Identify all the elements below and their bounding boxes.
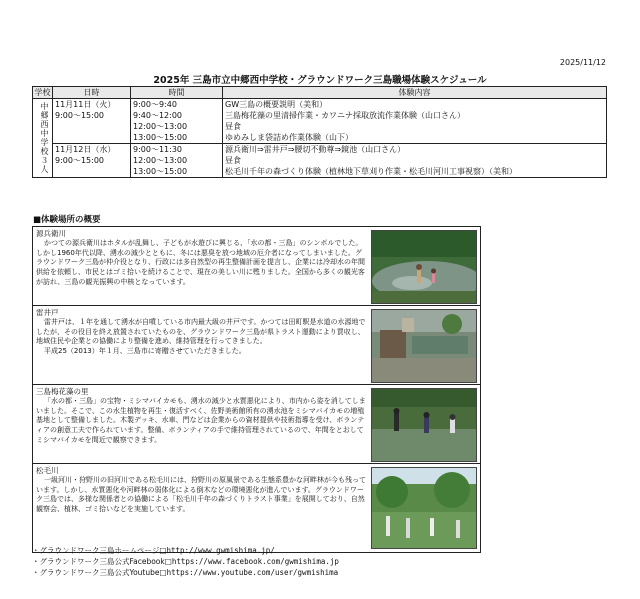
schedule-table	[32, 86, 607, 178]
place-name: 源兵衛川	[36, 229, 66, 238]
homepage-link[interactable]: http://www.gwmishima.jp/	[166, 546, 275, 555]
section-heading: ■体験場所の概要	[33, 215, 101, 225]
place-text	[36, 466, 366, 515]
time-slot: 13:00～15:00	[133, 167, 188, 176]
time-slot: 9:40～12:00	[133, 111, 183, 120]
date-time: 9:00～15:00	[55, 156, 105, 165]
forest-photo	[371, 467, 477, 549]
facebook-link[interactable]: https://www.facebook.com/gwmishima.jp	[171, 557, 339, 566]
time-slot: 9:00～11:30	[133, 145, 183, 154]
youtube-link[interactable]: https://www.youtube.com/user/gwmishima	[166, 568, 339, 577]
time-slot: 9:00～9:40	[133, 100, 177, 109]
header-date: 日時	[53, 87, 131, 99]
date-label: 11月11日（火）	[55, 100, 116, 109]
content-item: 松毛川千年の森づくり体験（植林地下草刈り作業・松毛川河川工事視察）（美和）	[225, 167, 517, 176]
time-slot: 12:00～13:00	[133, 122, 188, 131]
place-note: 平成25（2013）年１月、三島市に寄贈させていただきました。	[44, 347, 246, 356]
header-school: 学校	[34, 88, 51, 97]
content-item: 源兵衛川⇒雷井戸⇒腰切不動尊⇒鏡池（山口さん）	[225, 145, 406, 154]
link-item	[32, 567, 339, 578]
school-cell: 中郷西中学校３人	[33, 99, 53, 178]
table-row	[33, 99, 607, 144]
place-name: 雷井戸	[36, 308, 59, 317]
time-slot: 12:00～13:00	[133, 156, 188, 165]
content-item: 昼食	[225, 122, 241, 131]
document-date: 2025/11/12	[559, 58, 606, 67]
place-description: 「水の都・三島」の宝物・ミシマバイカモも、湧水の減少と水質悪化により、市内から姿を消してしまいました。そこで、この水生植物を再生・復活すべく、佐野美術館所有の湧水池をミシマバイカモの増殖基地として整備しました。木製デッキ、水車、門などは企業からの資材提供や技術指導を受け、ボランティアの創意工夫で作られています。整備、ボランティアの手で維持管理されているので、年間をとおしてミシマバイカモを間近で観察できます。	[36, 396, 366, 444]
pond-photo	[371, 388, 477, 462]
content-cell	[223, 99, 607, 144]
place-name: 松毛川	[36, 466, 59, 475]
place-text	[36, 308, 366, 357]
place-card	[33, 385, 480, 464]
time-slot: 13:00～15:00	[133, 133, 188, 142]
link-label: ・グラウンドワーク三島ホームページ□	[32, 546, 167, 555]
content-item: 昼食	[225, 156, 241, 165]
link-item	[32, 556, 339, 567]
places-list	[32, 226, 481, 553]
place-description: 一級河川・狩野川の旧河川である松毛川には、狩野川の原風景である生態系豊かな河畔林が今も残っています。しかし、水質悪化や河畔林の弱体化による倒木などの環境悪化が進んでいます。グラウンドワーク三島では、多様な関係者との協働による「松毛川千年の森づくりトラスト事業」を展開しており、自然観察会、植林、ゴミ拾いなどを実施しています。	[36, 475, 366, 514]
link-label: ・グラウンドワーク三島公式Facebook□	[32, 557, 172, 566]
table-header-row	[33, 87, 607, 99]
time-cell	[131, 144, 223, 178]
link-label: ・グラウンドワーク三島公式Youtube□	[32, 568, 167, 577]
content-item: 三島梅花藻の里清掃作業・カワニナ採取放流作業体験（山口さん）	[225, 111, 465, 120]
place-description: かつての源兵衛川はホタルが乱舞し、子どもが水遊びに興じる、「水の都・三島」のシンボルでした。しかし1960年代以降、湧水の減少とともに、冬には悪臭を放つ地域の厄介者になってしまいました。グラウンドワーク三島が仲介役となり、行政には多自然型の再生整備計画を提言し、企業には冷却水の年間供給を依頼し、市民とはゴミ拾いを続けることで、現在の美しい川に甦りました。全国から多くの観光客が訪れ、三島の観光振興の中核となっています。	[36, 238, 365, 286]
header-time: 時間	[131, 87, 223, 99]
place-card	[33, 227, 480, 306]
table-row	[33, 144, 607, 178]
date-cell	[53, 144, 131, 178]
content-item: ゆめみしま袋詰め作業体験（山下）	[225, 133, 353, 142]
link-item	[32, 545, 339, 556]
place-text	[36, 229, 366, 288]
place-description: 雷井戸は、１年を通して湧水が自噴している市内最大級の井戸です。かつては田町駅是水道の水源地でしたが、その役目を終え放置されていたものを、グラウンドワーク三島が県トラスト運動により買収し、地域住民や企業との協働により整備を進め、維持管理を行ってきました。	[36, 317, 366, 346]
well-photo	[371, 309, 477, 383]
content-cell	[223, 144, 607, 178]
links-list	[32, 545, 339, 578]
river-photo	[371, 230, 477, 304]
page-title: 2025年 三島市立中郷西中学校・グラウンドワーク三島職場体験スケジュール	[153, 75, 487, 86]
date-time: 9:00～15:00	[55, 111, 105, 120]
date-cell	[53, 99, 131, 144]
place-text	[36, 387, 366, 446]
place-name: 三島梅花藻の里	[36, 387, 89, 396]
date-label: 11月12日（水）	[55, 145, 116, 154]
place-card	[33, 306, 480, 385]
content-item: GW三島の概要説明（美和）	[225, 100, 328, 109]
header-content: 体験内容	[223, 87, 607, 99]
place-card	[33, 464, 480, 552]
time-cell	[131, 99, 223, 144]
